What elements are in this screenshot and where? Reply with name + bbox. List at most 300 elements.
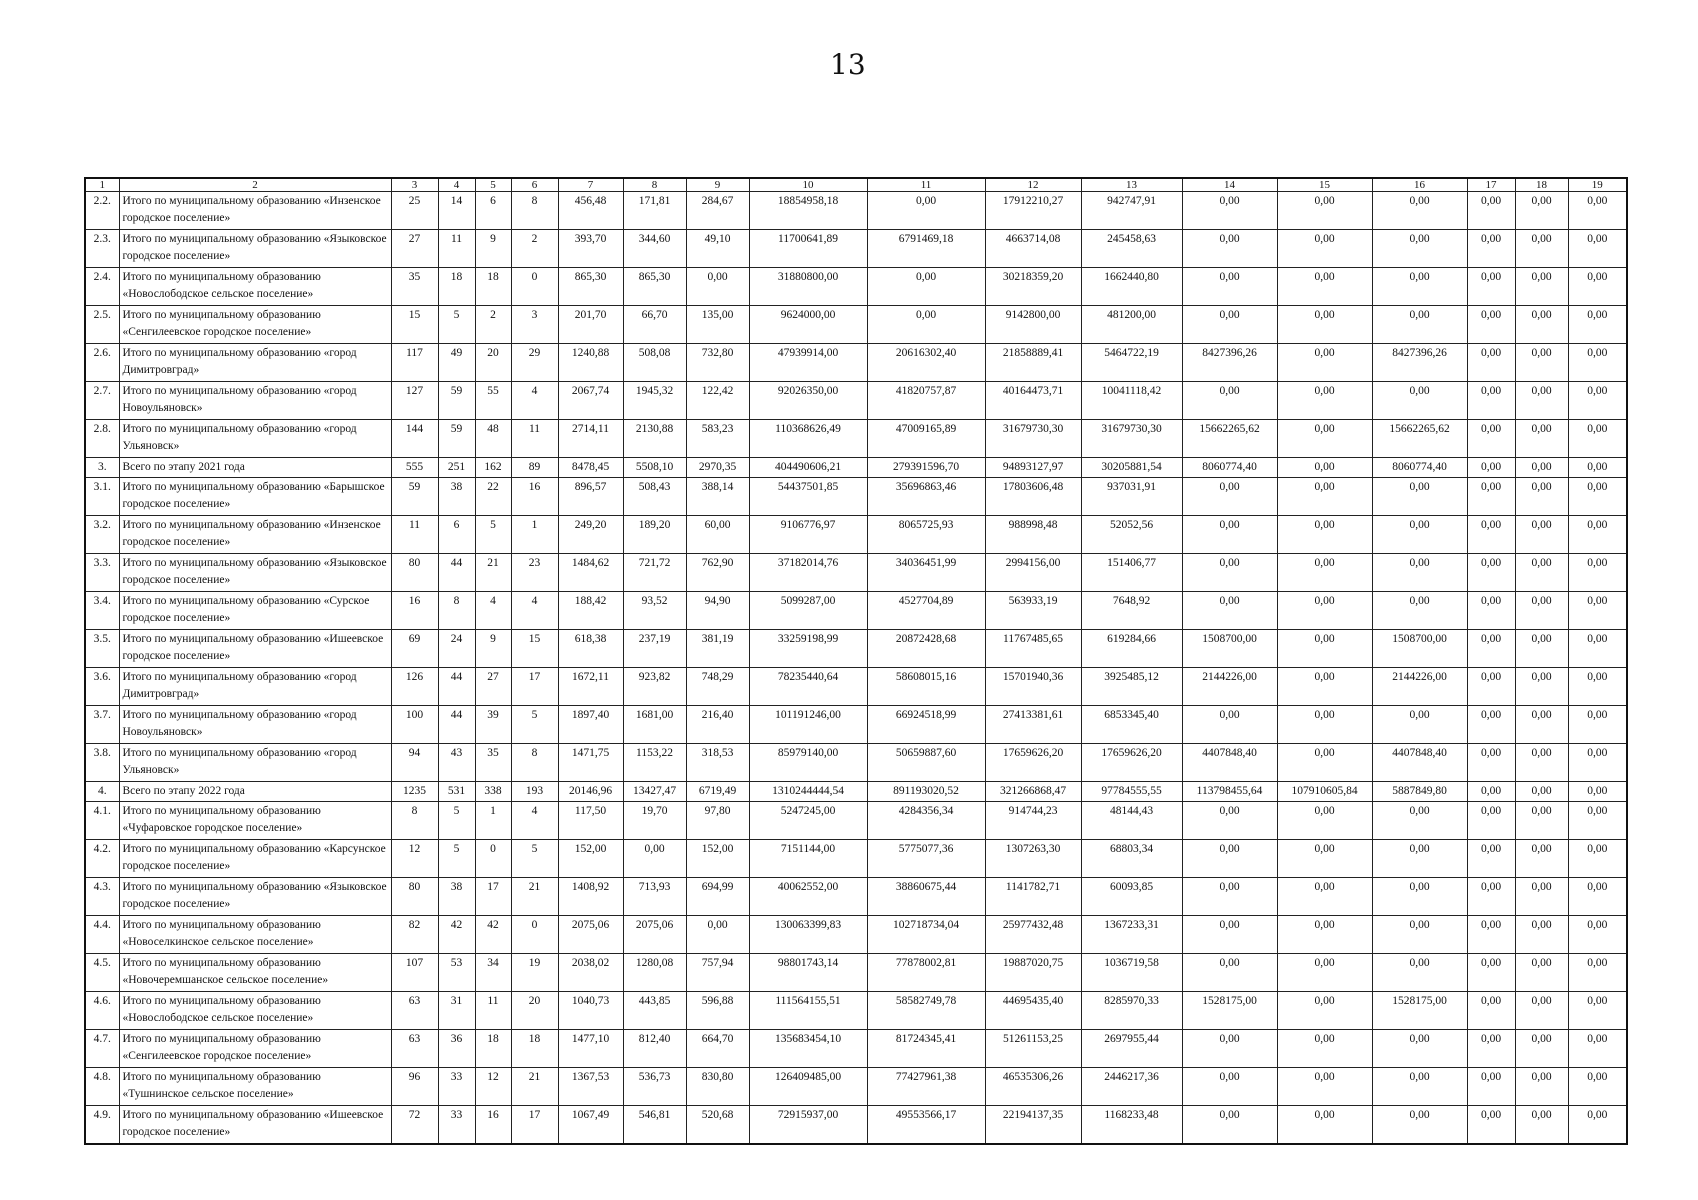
table-cell: 11767485,65	[985, 630, 1081, 668]
table-cell: 97,80	[686, 802, 749, 840]
table-cell: 0,00	[1467, 782, 1515, 802]
table-cell: 762,90	[686, 554, 749, 592]
column-header: 17	[1467, 178, 1515, 192]
table-cell: 245458,63	[1081, 230, 1182, 268]
table-cell: 35	[391, 268, 438, 306]
table-cell: 6719,49	[686, 782, 749, 802]
table-cell: 0,00	[1515, 592, 1568, 630]
row-name: Итого по муниципальному образованию «Сенгилеевское городское поселение»	[119, 1030, 391, 1068]
table-cell: 50659887,60	[867, 744, 985, 782]
table-cell: 10041118,42	[1081, 382, 1182, 420]
table-cell: 732,80	[686, 344, 749, 382]
row-name: Итого по муниципальному образованию «Новослободское сельское поселение»	[119, 268, 391, 306]
column-header: 13	[1081, 178, 1182, 192]
table-cell: 237,19	[623, 630, 686, 668]
table-cell: 5887849,80	[1372, 782, 1467, 802]
table-cell: 251	[438, 458, 475, 478]
table-cell: 508,08	[623, 344, 686, 382]
table-cell: 35	[475, 744, 511, 782]
table-cell: 0,00	[1277, 306, 1372, 344]
table-cell: 0,00	[1467, 840, 1515, 878]
row-name: Итого по муниципальному образованию «город Ульяновск»	[119, 744, 391, 782]
table-cell: 40062552,00	[749, 878, 867, 916]
table-cell: 0,00	[1467, 1106, 1515, 1145]
table-cell: 21	[511, 878, 558, 916]
row-number: 2.6.	[85, 344, 119, 382]
row-name: Итого по муниципальному образованию «Языковское городское поселение»	[119, 230, 391, 268]
table-cell: 0,00	[1372, 230, 1467, 268]
table-cell: 1681,00	[623, 706, 686, 744]
table-row	[85, 516, 1627, 554]
table-cell: 0,00	[1467, 630, 1515, 668]
table-cell: 8427396,26	[1182, 344, 1277, 382]
table-row	[85, 954, 1627, 992]
table-cell: 24	[438, 630, 475, 668]
table-cell: 1168233,48	[1081, 1106, 1182, 1145]
row-number: 3.6.	[85, 668, 119, 706]
table-row	[85, 706, 1627, 744]
table-cell: 0	[511, 268, 558, 306]
table-cell: 8060774,40	[1372, 458, 1467, 478]
table-cell: 0,00	[1277, 268, 1372, 306]
table-row	[85, 802, 1627, 840]
table-cell: 126409485,00	[749, 1068, 867, 1106]
table-cell: 6	[475, 192, 511, 230]
table-row	[85, 992, 1627, 1030]
table-row	[85, 420, 1627, 458]
row-name: Всего по этапу 2021 года	[119, 458, 391, 478]
table-cell: 201,70	[558, 306, 623, 344]
table-cell: 127	[391, 382, 438, 420]
table-cell: 94	[391, 744, 438, 782]
table-cell: 77427961,38	[867, 1068, 985, 1106]
table-row	[85, 230, 1627, 268]
table-cell: 126	[391, 668, 438, 706]
table-cell: 865,30	[558, 268, 623, 306]
table-cell: 0,00	[1515, 192, 1568, 230]
table-cell: 31	[438, 992, 475, 1030]
table-cell: 18	[475, 268, 511, 306]
table-cell: 0,00	[1467, 306, 1515, 344]
table-cell: 96	[391, 1068, 438, 1106]
table-cell: 284,67	[686, 192, 749, 230]
table-cell: 7648,92	[1081, 592, 1182, 630]
row-name: Итого по муниципальному образованию «Чуфаровское городское поселение»	[119, 802, 391, 840]
table-cell: 0,00	[1277, 992, 1372, 1030]
table-cell: 0,00	[1182, 192, 1277, 230]
table-cell: 0,00	[1467, 420, 1515, 458]
table-cell: 0,00	[1182, 382, 1277, 420]
table-cell: 0,00	[1515, 744, 1568, 782]
table-cell: 7151144,00	[749, 840, 867, 878]
table-cell: 0,00	[1568, 782, 1627, 802]
table-cell: 0,00	[1467, 458, 1515, 478]
table-cell: 18854958,18	[749, 192, 867, 230]
table-cell: 4	[511, 382, 558, 420]
table-cell: 1897,40	[558, 706, 623, 744]
table-cell: 0,00	[1467, 592, 1515, 630]
table-cell: 30205881,54	[1081, 458, 1182, 478]
column-header: 2	[119, 178, 391, 192]
table-cell: 891193020,52	[867, 782, 985, 802]
table-cell: 20872428,68	[867, 630, 985, 668]
table-cell: 216,40	[686, 706, 749, 744]
table-cell: 0,00	[1515, 782, 1568, 802]
table-cell: 481200,00	[1081, 306, 1182, 344]
table-cell: 0,00	[1372, 706, 1467, 744]
table-cell: 17659626,20	[985, 744, 1081, 782]
table-cell: 0,00	[1568, 802, 1627, 840]
table-cell: 17659626,20	[1081, 744, 1182, 782]
table-cell: 757,94	[686, 954, 749, 992]
table-cell: 34	[475, 954, 511, 992]
table-cell: 0,00	[1568, 954, 1627, 992]
table-cell: 2994156,00	[985, 554, 1081, 592]
table-cell: 135,00	[686, 306, 749, 344]
table-cell: 8	[391, 802, 438, 840]
table-cell: 0,00	[1277, 954, 1372, 992]
table-cell: 0,00	[1515, 268, 1568, 306]
table-row	[85, 1106, 1627, 1145]
row-number: 2.2.	[85, 192, 119, 230]
table-cell: 0,00	[1467, 878, 1515, 916]
table-cell: 0,00	[1467, 992, 1515, 1030]
table-cell: 0,00	[1515, 516, 1568, 554]
table-row	[85, 268, 1627, 306]
table-cell: 942747,91	[1081, 192, 1182, 230]
table-cell: 2970,35	[686, 458, 749, 478]
table-cell: 0,00	[1568, 458, 1627, 478]
table-cell: 44	[438, 668, 475, 706]
table-cell: 0,00	[1467, 668, 1515, 706]
table-cell: 4663714,08	[985, 230, 1081, 268]
table-cell: 0,00	[1182, 478, 1277, 516]
table-cell: 1408,92	[558, 878, 623, 916]
table-cell: 0,00	[1277, 840, 1372, 878]
table-cell: 1153,22	[623, 744, 686, 782]
table-cell: 0,00	[1515, 706, 1568, 744]
row-number: 4.8.	[85, 1068, 119, 1106]
table-cell: 42	[475, 916, 511, 954]
table-cell: 0,00	[1515, 420, 1568, 458]
table-cell: 19887020,75	[985, 954, 1081, 992]
table-cell: 0,00	[1467, 344, 1515, 382]
table-cell: 0,00	[1568, 744, 1627, 782]
row-number: 4.9.	[85, 1106, 119, 1145]
table-cell: 110368626,49	[749, 420, 867, 458]
table-cell: 8	[438, 592, 475, 630]
table-cell: 0,00	[1568, 478, 1627, 516]
table-cell: 9	[475, 230, 511, 268]
table-cell: 8478,45	[558, 458, 623, 478]
table-cell: 0,00	[1515, 458, 1568, 478]
table-cell: 11	[511, 420, 558, 458]
table-cell: 18	[438, 268, 475, 306]
table-cell: 122,42	[686, 382, 749, 420]
row-name: Итого по муниципальному образованию «город Димитровград»	[119, 344, 391, 382]
row-name: Итого по муниципальному образованию «Новочеремшанское сельское поселение»	[119, 954, 391, 992]
row-name: Итого по муниципальному образованию «Инзенское городское поселение»	[119, 192, 391, 230]
table-cell: 0,00	[1277, 458, 1372, 478]
table-cell: 0,00	[1568, 554, 1627, 592]
table-cell: 1528175,00	[1372, 992, 1467, 1030]
table-cell: 111564155,51	[749, 992, 867, 1030]
table-cell: 9624000,00	[749, 306, 867, 344]
table-cell: 0,00	[1515, 478, 1568, 516]
table-cell: 596,88	[686, 992, 749, 1030]
table-cell: 0,00	[1277, 1068, 1372, 1106]
table-cell: 35696863,46	[867, 478, 985, 516]
table-cell: 43	[438, 744, 475, 782]
table-row	[85, 306, 1627, 344]
table-row	[85, 344, 1627, 382]
table-cell: 0,00	[1372, 954, 1467, 992]
table-cell: 27413381,61	[985, 706, 1081, 744]
table-cell: 0	[511, 916, 558, 954]
row-name: Итого по муниципальному образованию «Языковское городское поселение»	[119, 554, 391, 592]
table-cell: 583,23	[686, 420, 749, 458]
table-cell: 189,20	[623, 516, 686, 554]
table-cell: 279391596,70	[867, 458, 985, 478]
table-cell: 318,53	[686, 744, 749, 782]
table-cell: 21858889,41	[985, 344, 1081, 382]
table-cell: 4407848,40	[1372, 744, 1467, 782]
table-cell: 1367,53	[558, 1068, 623, 1106]
table-cell: 72915937,00	[749, 1106, 867, 1145]
table-cell: 0,00	[1182, 878, 1277, 916]
table-cell: 0,00	[1568, 268, 1627, 306]
table-cell: 0,00	[1467, 230, 1515, 268]
table-cell: 41820757,87	[867, 382, 985, 420]
page-number: 13	[830, 48, 866, 81]
table-cell: 0,00	[1277, 478, 1372, 516]
table-cell: 8285970,33	[1081, 992, 1182, 1030]
table-cell: 0,00	[1182, 840, 1277, 878]
table-cell: 0,00	[1568, 840, 1627, 878]
table-cell: 0,00	[1372, 306, 1467, 344]
table-cell: 17	[475, 878, 511, 916]
table-cell: 0,00	[1467, 554, 1515, 592]
table-cell: 98801743,14	[749, 954, 867, 992]
table-cell: 1036719,58	[1081, 954, 1182, 992]
table-cell: 47939914,00	[749, 344, 867, 382]
column-header: 8	[623, 178, 686, 192]
table-cell: 1945,32	[623, 382, 686, 420]
table-cell: 0,00	[1277, 592, 1372, 630]
table-cell: 4	[511, 802, 558, 840]
table-cell: 162	[475, 458, 511, 478]
table-cell: 0,00	[1568, 916, 1627, 954]
table-cell: 36	[438, 1030, 475, 1068]
table-cell: 80	[391, 878, 438, 916]
table-cell: 664,70	[686, 1030, 749, 1068]
table-cell: 2144226,00	[1182, 668, 1277, 706]
table-cell: 1235	[391, 782, 438, 802]
table-cell: 0,00	[1277, 516, 1372, 554]
row-number: 4.1.	[85, 802, 119, 840]
table-cell: 1240,88	[558, 344, 623, 382]
table-cell: 0,00	[1182, 916, 1277, 954]
table-cell: 1471,75	[558, 744, 623, 782]
table-cell: 38860675,44	[867, 878, 985, 916]
table-cell: 8065725,93	[867, 516, 985, 554]
table-cell: 536,73	[623, 1068, 686, 1106]
table-cell: 0,00	[1372, 268, 1467, 306]
table-cell: 13427,47	[623, 782, 686, 802]
table-cell: 0,00	[1568, 592, 1627, 630]
table-row	[85, 592, 1627, 630]
table-row	[85, 782, 1627, 802]
table-cell: 0,00	[1372, 1030, 1467, 1068]
table-cell: 11	[391, 516, 438, 554]
row-number: 3.7.	[85, 706, 119, 744]
table-row	[85, 1068, 1627, 1106]
table-cell: 51261153,25	[985, 1030, 1081, 1068]
table-cell: 0,00	[1182, 1106, 1277, 1145]
table-cell: 0,00	[1568, 192, 1627, 230]
table-cell: 0,00	[1277, 706, 1372, 744]
table-cell: 2075,06	[558, 916, 623, 954]
table-cell: 22194137,35	[985, 1106, 1081, 1145]
table-cell: 27	[391, 230, 438, 268]
table-cell: 4	[511, 592, 558, 630]
table-cell: 21	[511, 1068, 558, 1106]
row-number: 4.5.	[85, 954, 119, 992]
table-cell: 0,00	[1515, 916, 1568, 954]
table-cell: 721,72	[623, 554, 686, 592]
table-cell: 1367233,31	[1081, 916, 1182, 954]
row-number: 4.7.	[85, 1030, 119, 1068]
table-cell: 865,30	[623, 268, 686, 306]
table-cell: 0,00	[1182, 1030, 1277, 1068]
table-cell: 5508,10	[623, 458, 686, 478]
table-cell: 0,00	[1568, 230, 1627, 268]
table-cell: 1307263,30	[985, 840, 1081, 878]
table-cell: 0,00	[1467, 706, 1515, 744]
table-cell: 4	[475, 592, 511, 630]
table-cell: 1508700,00	[1182, 630, 1277, 668]
table-cell: 5464722,19	[1081, 344, 1182, 382]
table-cell: 80	[391, 554, 438, 592]
table-cell: 81724345,41	[867, 1030, 985, 1068]
table-cell: 0,00	[1372, 802, 1467, 840]
table-row	[85, 630, 1627, 668]
table-cell: 1484,62	[558, 554, 623, 592]
table-cell: 144	[391, 420, 438, 458]
table-cell: 5	[438, 840, 475, 878]
table-cell: 16	[391, 592, 438, 630]
table-cell: 0,00	[1182, 1068, 1277, 1106]
table-cell: 93,52	[623, 592, 686, 630]
table-cell: 5	[511, 840, 558, 878]
row-number: 3.1.	[85, 478, 119, 516]
table-cell: 46535306,26	[985, 1068, 1081, 1106]
table-cell: 1662440,80	[1081, 268, 1182, 306]
table-cell: 0,00	[1467, 744, 1515, 782]
table-cell: 38	[438, 878, 475, 916]
table-cell: 94,90	[686, 592, 749, 630]
table-cell: 0,00	[1277, 878, 1372, 916]
table-cell: 17912210,27	[985, 192, 1081, 230]
table-cell: 0,00	[1182, 954, 1277, 992]
row-name: Итого по муниципальному образованию «Языковское городское поселение»	[119, 878, 391, 916]
table-cell: 1477,10	[558, 1030, 623, 1068]
table-cell: 0,00	[1568, 306, 1627, 344]
table-cell: 0,00	[1277, 916, 1372, 954]
column-header: 6	[511, 178, 558, 192]
table-cell: 748,29	[686, 668, 749, 706]
table-cell: 0,00	[1467, 954, 1515, 992]
table-cell: 0,00	[1277, 420, 1372, 458]
table-cell: 393,70	[558, 230, 623, 268]
table-cell: 11700641,89	[749, 230, 867, 268]
table-cell: 5	[475, 516, 511, 554]
table-cell: 5	[438, 306, 475, 344]
table-cell: 344,60	[623, 230, 686, 268]
column-header: 19	[1568, 178, 1627, 192]
table-cell: 0,00	[1277, 192, 1372, 230]
column-header: 11	[867, 178, 985, 192]
table-cell: 0,00	[867, 192, 985, 230]
table-cell: 17	[511, 668, 558, 706]
table-cell: 443,85	[623, 992, 686, 1030]
table-row	[85, 1030, 1627, 1068]
table-cell: 0,00	[1568, 878, 1627, 916]
table-cell: 830,80	[686, 1068, 749, 1106]
table-cell: 19	[511, 954, 558, 992]
table-cell: 456,48	[558, 192, 623, 230]
table-cell: 0,00	[623, 840, 686, 878]
column-header: 15	[1277, 178, 1372, 192]
table-cell: 0,00	[1568, 382, 1627, 420]
table-cell: 338	[475, 782, 511, 802]
table-cell: 151406,77	[1081, 554, 1182, 592]
table-cell: 1040,73	[558, 992, 623, 1030]
table-cell: 2130,88	[623, 420, 686, 458]
table-cell: 135683454,10	[749, 1030, 867, 1068]
row-number: 2.3.	[85, 230, 119, 268]
table-cell: 53	[438, 954, 475, 992]
table-cell: 1	[475, 802, 511, 840]
table-cell: 0,00	[686, 268, 749, 306]
table-cell: 1141782,71	[985, 878, 1081, 916]
row-name: Итого по муниципальному образованию «город Новоульяновск»	[119, 706, 391, 744]
table-cell: 0,00	[1467, 192, 1515, 230]
table-cell: 38	[438, 478, 475, 516]
table-cell: 0,00	[1182, 706, 1277, 744]
table-cell: 1672,11	[558, 668, 623, 706]
table-cell: 0	[475, 840, 511, 878]
row-number: 4.4.	[85, 916, 119, 954]
column-header: 12	[985, 178, 1081, 192]
table-cell: 15701940,36	[985, 668, 1081, 706]
table-cell: 85979140,00	[749, 744, 867, 782]
table-cell: 0,00	[1372, 916, 1467, 954]
table-cell: 15662265,62	[1372, 420, 1467, 458]
table-cell: 52052,56	[1081, 516, 1182, 554]
table-cell: 31880800,00	[749, 268, 867, 306]
table-cell: 94893127,97	[985, 458, 1081, 478]
table-cell: 0,00	[1515, 344, 1568, 382]
table-cell: 44	[438, 706, 475, 744]
table-cell: 29	[511, 344, 558, 382]
row-number: 2.4.	[85, 268, 119, 306]
table-cell: 563933,19	[985, 592, 1081, 630]
table-cell: 896,57	[558, 478, 623, 516]
table-cell: 21	[475, 554, 511, 592]
row-number: 3.4.	[85, 592, 119, 630]
table-cell: 0,00	[1277, 344, 1372, 382]
